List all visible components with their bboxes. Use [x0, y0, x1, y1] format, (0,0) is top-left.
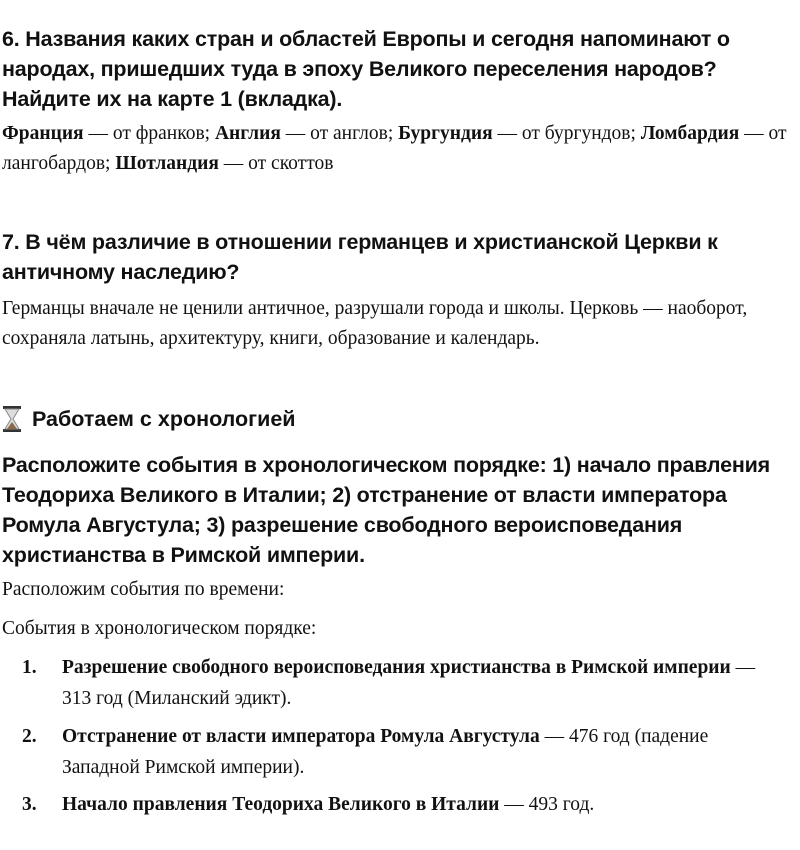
- item-number: 3.: [22, 794, 37, 815]
- item-text: [62, 721, 780, 783]
- list-item: [22, 721, 780, 783]
- term: Англия: [214, 123, 281, 144]
- question-7: 7. В чём различие в отношении германцев и христианской Церкви к античному наследию?: [2, 230, 718, 284]
- answer-7: Германцы вначале не ценили античное, разрушали города и школы. Церковь — наоборот, сохраняла латынь, архитектуру, книги, образование и календарь.: [2, 298, 748, 349]
- task-question: Расположите события в хронологическом порядке: 1) начало правления Теодориха Великого в Италии; 2) отстранение от власти императора Ромула Августула; 3) разрешение свободного вероисповедания христианства в Римской империи.: [2, 453, 771, 567]
- term-text: — от франков;: [83, 123, 215, 144]
- intro-2: События в хронологическом порядке:: [2, 618, 317, 639]
- term: Шотландия: [115, 153, 219, 174]
- answer-6: [2, 119, 796, 179]
- item-number: 2.: [22, 726, 37, 747]
- question-6: 6. Названия каких стран и областей Европы и сегодня напоминают о народах, пришедших туда в эпоху Великого переселения народов? Найдите их на карте 1 (вкладка).: [2, 27, 730, 111]
- item-event: Начало правления Теодориха Великого в Италии: [62, 794, 500, 815]
- item-event: Отстранение от власти императора Ромула Августула: [62, 726, 540, 747]
- item-date: — 313 год (Миланский эдикт).: [62, 657, 756, 709]
- term: Ломбардия: [640, 123, 740, 144]
- term-text: — от скоттов: [218, 153, 334, 174]
- list-item: [22, 789, 780, 820]
- term: Франция: [2, 123, 84, 144]
- hourglass-icon: [2, 405, 22, 433]
- item-date: — 493 год.: [499, 794, 595, 815]
- item-text: [62, 652, 780, 714]
- intro-1: Расположим события по времени:: [2, 579, 285, 600]
- list-item: [22, 652, 780, 714]
- term-text: — от бургундов;: [492, 123, 641, 144]
- term-text: — от англов;: [280, 123, 399, 144]
- item-event: Разрешение свободного вероисповедания христианства в Римской империи: [62, 657, 731, 678]
- term: Бургундия: [398, 123, 493, 144]
- item-number: 1.: [22, 657, 37, 678]
- item-text: [62, 789, 594, 820]
- section-heading: [2, 405, 296, 433]
- item-date: — 476 год (падение Западной Римской империи).: [62, 726, 709, 778]
- section-title: Работаем с хронологией: [32, 406, 296, 431]
- term-text: — от лангобардов;: [2, 123, 787, 174]
